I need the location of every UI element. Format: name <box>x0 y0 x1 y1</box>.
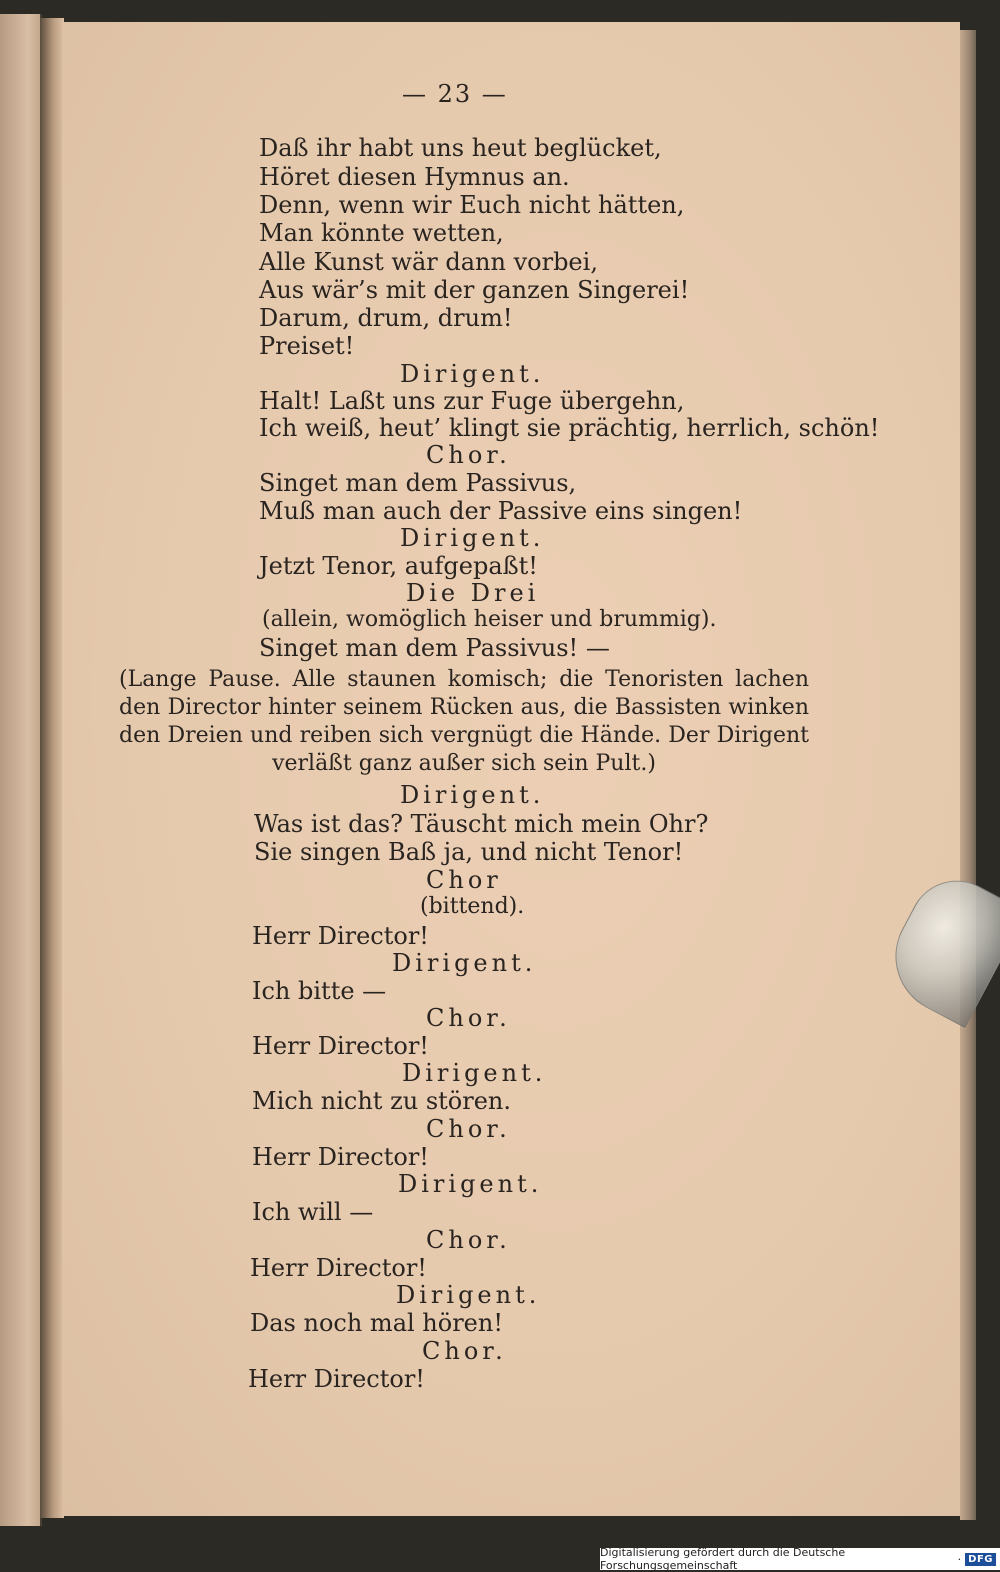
speaker-name: Chor. <box>426 1004 511 1032</box>
verse-line: Man könnte wetten, <box>259 219 504 247</box>
verse-line: Singet man dem Passivus! — <box>259 634 610 662</box>
verse-line: Alle Kunst wär dann vorbei, <box>259 248 598 276</box>
verse-line: Daß ihr habt uns heut beglücket, <box>259 134 662 162</box>
verse-line: Ich weiß, heut’ klingt sie prächtig, herrlich, schön! <box>259 414 880 442</box>
dfg-logo: DFG <box>965 1553 996 1566</box>
book-page <box>62 22 960 1516</box>
speaker-name: Dirigent. <box>392 949 537 977</box>
left-page-edge <box>0 14 42 1526</box>
verse-line: Herr Director! <box>252 1032 429 1060</box>
verse-line: Mich nicht zu stören. <box>252 1087 511 1115</box>
speaker-name: Dirigent. <box>402 1059 547 1087</box>
stage-note: (bittend). <box>420 894 525 919</box>
verse-line: Denn, wenn wir Euch nicht hätten, <box>259 191 685 219</box>
verse-line: Aus wär’s mit der ganzen Singerei! <box>259 276 690 304</box>
verse-line: Herr Director! <box>252 1143 429 1171</box>
speaker-name: Chor. <box>426 441 511 469</box>
verse-line: Ich will — <box>252 1198 374 1226</box>
speaker-name: Dirigent. <box>400 360 545 388</box>
verse-line: Darum, drum, drum! <box>259 304 513 332</box>
verse-line: Höret diesen Hymnus an. <box>259 163 570 191</box>
verse-line: Herr Director! <box>252 922 429 950</box>
separator-dot: · <box>957 1552 962 1566</box>
verse-line: Herr Director! <box>250 1254 427 1282</box>
stage-direction: (Lange Pause. Alle staunen komisch; die Tenoristen lachen den Director hinter seinem Rücken aus, die Bassisten winken den Dreien und reiben sich vergnügt die Hände. Der Dirigent verläßt ganz außer sich sein Pult.) <box>119 667 809 776</box>
verse-line: Was ist das? Täuscht mich mein Ohr? <box>254 810 709 838</box>
speaker-name: Dirigent. <box>400 524 545 552</box>
verse-line: Halt! Laßt uns zur Fuge übergehn, <box>259 387 685 415</box>
speaker-name: Dirigent. <box>398 1170 543 1198</box>
page-text <box>62 22 960 1516</box>
verse-line: Singet man dem Passivus, <box>259 469 577 497</box>
right-page-edge <box>960 30 976 1520</box>
verse-line: Sie singen Baß ja, und nicht Tenor! <box>254 838 684 866</box>
book-gutter <box>40 18 64 1518</box>
verse-line: Jetzt Tenor, aufgepaßt! <box>259 552 538 580</box>
verse-line: Muß man auch der Passive eins singen! <box>259 497 743 525</box>
footer-text: Digitalisierung gefördert durch die Deutsche Forschungsgemeinschaft <box>600 1546 846 1572</box>
verse-line: Preiset! <box>259 332 355 360</box>
stage-note: (allein, womöglich heiser und brummig). <box>262 607 717 632</box>
speaker-name: Dirigent. <box>400 781 545 809</box>
footer-credit <box>600 1548 1000 1570</box>
speaker-name: Chor. <box>426 1115 511 1143</box>
speaker-name: Chor. <box>426 1226 511 1254</box>
speaker-name: Chor. <box>422 1337 507 1365</box>
speaker-name: Dirigent. <box>396 1281 541 1309</box>
speaker-name: Die Drei <box>406 579 540 607</box>
page-number: — 23 — <box>402 80 508 108</box>
speaker-name: Chor <box>426 866 502 894</box>
verse-line: Herr Director! <box>248 1365 425 1393</box>
verse-line: Das noch mal hören! <box>250 1309 503 1337</box>
verse-line: Ich bitte — <box>252 977 387 1005</box>
